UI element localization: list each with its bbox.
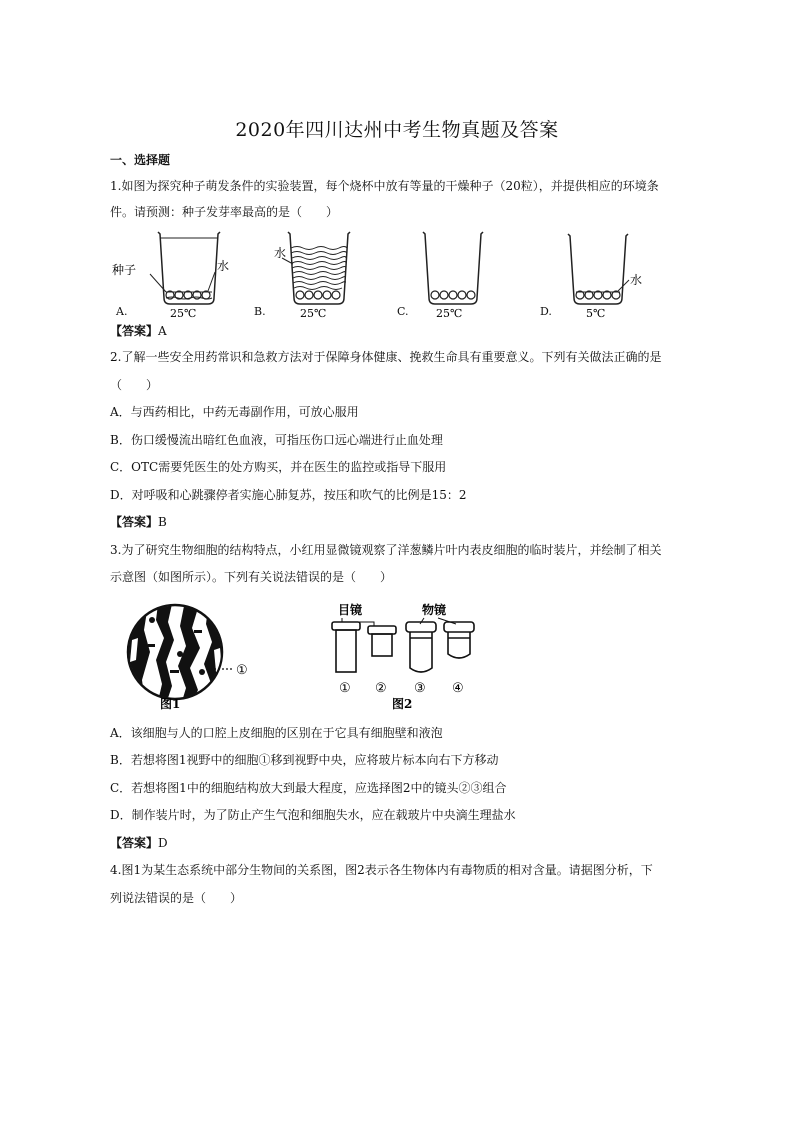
section-heading: 一、选择题 (110, 153, 171, 167)
q4-stem-line1: 4.图1为某生态系统中部分生物间的关系图，图2表示各生物体内有毒物质的相对含量。请据图分析，下 (110, 863, 653, 877)
fig1-marker: ① (236, 663, 248, 678)
q2-stem-line1: 2.了解一些安全用药常识和急救方法对于保障身体健康、挽救生命具有重要意义。下列有关做法正确的是 (110, 350, 662, 364)
q2-option-b: B．伤口缓慢流出暗红色血液，可指压伤口远心端进行止血处理 (110, 433, 443, 447)
q3-stem-line2: 示意图（如图所示）。下列有关说法错误的是（ ） (110, 570, 393, 584)
q2-stem-line2: （ ） (110, 378, 159, 392)
beaker-c (423, 232, 483, 304)
field-of-view (125, 604, 234, 710)
q4-stem-line2: 列说法错误的是（ ） (110, 891, 243, 905)
q2-option-a: A．与西药相比，中药无毒副作用，可放心服用 (110, 405, 359, 419)
q2-answer (110, 509, 690, 535)
lens-num-1: ① (339, 681, 351, 696)
q1-option-a: A. (116, 305, 128, 318)
answer-value: B (158, 515, 167, 529)
q3-answer (110, 830, 690, 856)
answer-tag: 【答案】 (110, 836, 159, 850)
q3-option-c: C．若想将图1中的细胞结构放大到最大程度，应选择图2中的镜头②③组合 (110, 781, 507, 795)
fig1-label: 图1 (160, 697, 181, 711)
beaker-d (568, 234, 629, 304)
objective-label: 物镜 (422, 603, 447, 617)
q2-option-d: D．对呼吸和心跳骤停者实施心肺复苏，按压和吹气的比例是15：2 (110, 488, 467, 502)
eyepiece-label: 目镜 (338, 603, 363, 617)
answer-value: A (158, 324, 167, 338)
page-title: 2020年四川达州中考生物真题及答案 (235, 119, 559, 141)
q1-option-c: C. (397, 305, 409, 318)
q1-beaker-figure (110, 228, 670, 320)
answer-tag: 【答案】 (110, 515, 159, 529)
water-label-b: 水 (274, 246, 287, 260)
lens-num-3: ③ (414, 681, 426, 696)
temp-label-c: 25℃ (436, 307, 463, 320)
q3-option-b: B．若想将图1视野中的细胞①移到视野中央，应将玻片标本向右下方移动 (110, 753, 499, 767)
lens-num-4: ④ (452, 681, 464, 696)
q1-option-b: B. (254, 305, 266, 318)
seed-label: 种子 (112, 263, 137, 277)
temp-label-b: 25℃ (300, 307, 327, 320)
q3-option-d: D．制作装片时，为了防止产生气泡和细胞失水，应在载玻片中央滴生理盐水 (110, 808, 516, 822)
water-label-a: 水 (217, 259, 230, 273)
q1-stem-line1: 1.如图为探究种子萌发条件的实验装置，每个烧杯中放有等量的干燥种子（20粒），并提供相应的环境条 (110, 179, 659, 193)
temp-label-d: 5℃ (586, 307, 606, 320)
beaker-b (282, 232, 350, 304)
q3-stem-line1: 3.为了研究生物细胞的结构特点，小红用显微镜观察了洋葱鳞片叶内表皮细胞的临时装片，并绘制了相关 (110, 543, 662, 557)
q2-option-c: C．OTC需要凭医生的处方购买，并在医生的监控或指导下服用 (110, 460, 447, 474)
beaker-a (150, 232, 220, 304)
fig2-label: 图2 (392, 697, 413, 711)
answer-tag: 【答案】 (110, 324, 159, 338)
q1-option-d: D. (540, 305, 552, 318)
q1-stem-line2: 件。请预测：种子发芽率最高的是（ ） (110, 205, 339, 219)
lens-group (332, 622, 474, 672)
q3-option-a: A．该细胞与人的口腔上皮细胞的区别在于它具有细胞壁和液泡 (110, 726, 443, 740)
temp-label-a: 25℃ (170, 307, 197, 320)
q1-answer (110, 318, 690, 344)
water-label-d: 水 (630, 273, 643, 287)
lens-num-2: ② (375, 681, 387, 696)
q3-microscope-figure (120, 600, 480, 712)
answer-value: D (158, 836, 168, 850)
